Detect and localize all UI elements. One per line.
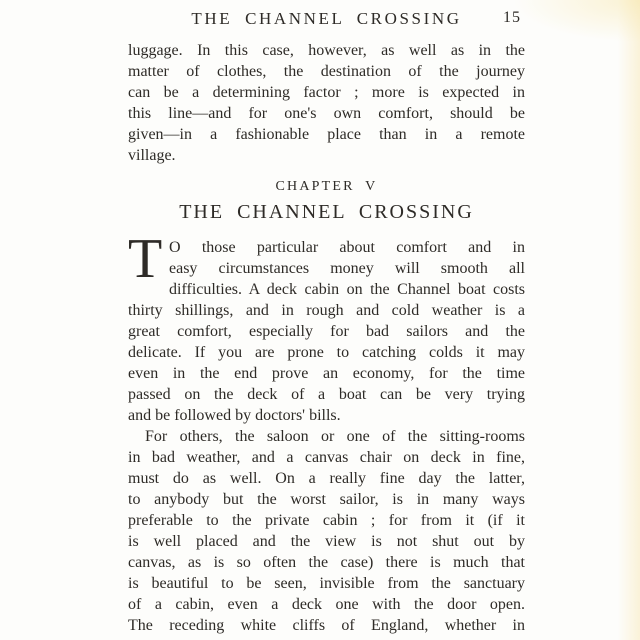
text-line: in bad weather, and a canvas chair on deck in fine, (128, 449, 525, 466)
text-line: this line—and for one's own comfort, should be (128, 105, 525, 122)
text-line: of a cabin, even a deck one with the door open. (128, 596, 525, 613)
text-line: delicate. If you are prone to catching colds it may (128, 344, 525, 361)
page-body (128, 40, 525, 636)
text-line: luggage. In this case, however, as well as in the (128, 42, 525, 59)
text-line: given—in a fashionable place than in a remote (128, 126, 525, 143)
text-line: even in the end prove an economy, for the time (128, 365, 525, 382)
text-line: easy circumstances money will smooth all (169, 260, 525, 277)
text-line: can be a determining factor ; more is expected in (128, 84, 525, 101)
page-header (128, 0, 525, 30)
text-line: O those particular about comfort and in (169, 239, 525, 256)
chapter-heading-label: CHAPTER V (275, 179, 378, 194)
text-line: canvas, as is so often the case) there is much that (128, 554, 525, 571)
text-line: is well placed and the view is not shut out by (128, 533, 525, 550)
chapter-heading-title: THE CHANNEL CROSSING (179, 201, 474, 223)
text-line: matter of clothes, the destination of the journey (128, 63, 525, 80)
page-number: 15 (503, 9, 521, 26)
text-line: great comfort, especially for bad sailors and the (128, 323, 525, 340)
text-line: thirty shillings, and in rough and cold weather is a (128, 302, 525, 319)
text-line: and be followed by doctors' bills. (128, 407, 341, 424)
text-line: difficulties. A deck cabin on the Channel boat costs (169, 281, 525, 298)
running-header-title: THE CHANNEL CROSSING (191, 9, 462, 28)
opening-paragraph (128, 228, 525, 426)
text-line: The receding white cliffs of England, whether in (128, 617, 525, 634)
text-line: passed on the deck of a boat can be very trying (128, 386, 525, 403)
text-line: For others, the saloon or one of the sitting-rooms (145, 428, 525, 445)
drop-cap: T (128, 228, 163, 290)
text-line: is beautiful to be seen, invisible from the sanctuary (128, 575, 525, 592)
paragraph-continuation (128, 40, 525, 166)
text-line: village. (128, 147, 176, 164)
second-paragraph (128, 426, 525, 636)
text-line: to anybody but the worst sailor, is in many ways (128, 491, 525, 508)
text-line: must do as well. On a really fine day the latter, (128, 470, 525, 487)
text-line: preferable to the private cabin ; for from it (if it (128, 512, 525, 529)
